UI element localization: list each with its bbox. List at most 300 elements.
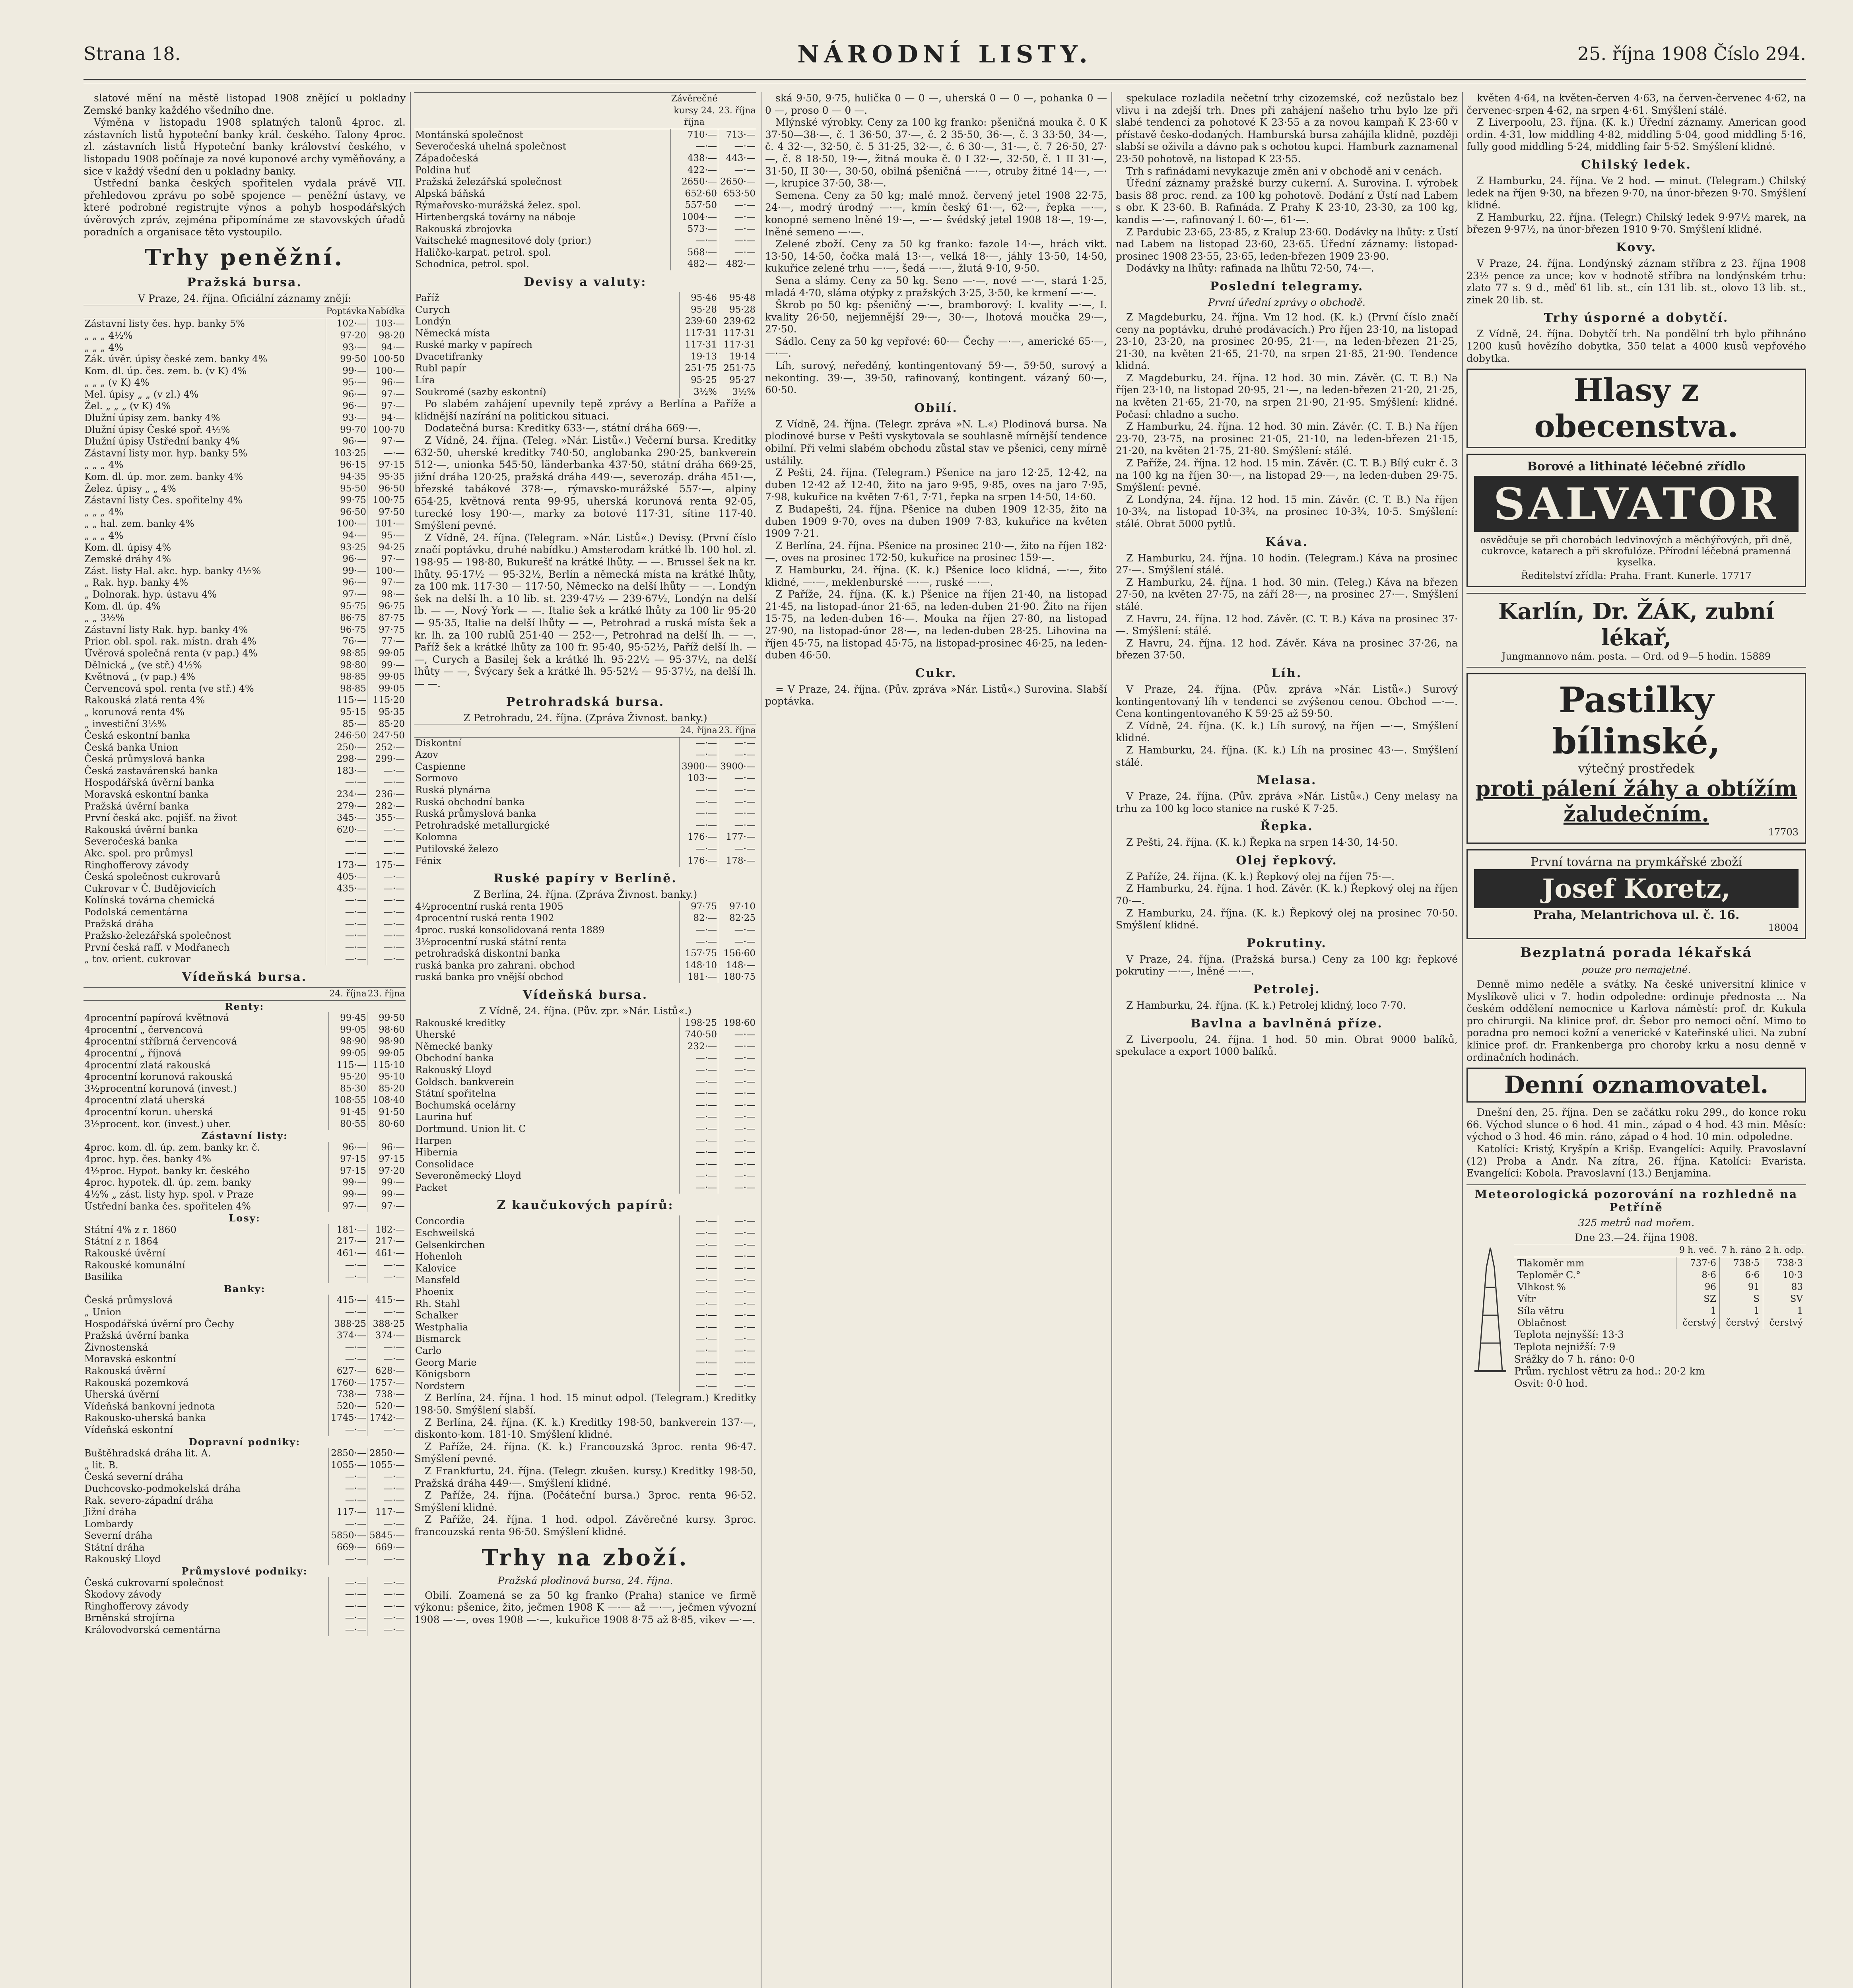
row-value: 234·—	[326, 789, 367, 801]
table-row	[84, 1012, 406, 1024]
row-value: —·—	[718, 212, 757, 223]
paragraph: Z Londýna, 24. října. 12 hod. 15 min. Závěr. (C. T. B.) Na říjen 10·3¾, na listopad 10·3¾, na prosinec 10·3¾, 10·5. Smýšlení: stálé. Obrat 5000 pytlů.	[1116, 493, 1458, 530]
row-value: 99·—	[329, 1189, 367, 1201]
row-value: 95·10	[367, 1071, 406, 1083]
row-label: „ Rak. hyp. banky 4%	[84, 577, 188, 588]
row-value: 435·—	[326, 883, 367, 895]
table-row	[414, 1041, 756, 1053]
table-row	[84, 1048, 406, 1060]
row-label: „ korunová renta 4%	[84, 706, 185, 718]
row-label: Buštěhradská dráha lit. A.	[84, 1448, 211, 1459]
row-value: —·—	[680, 936, 718, 948]
paragraph: V Praze, 24. října. (Pův. zpráva »Nár. Listů«.) Surový kontingentovaný líh v tendenci se zvýšenou cenou. Obchod —·—. Cena kontingentovaného K 59·25 až 59·50.	[1116, 683, 1458, 720]
row-value: 627·—	[329, 1365, 367, 1377]
row-label: Česká společnost cukrovarů	[84, 871, 221, 883]
row-value: —·—	[680, 1215, 718, 1227]
row-value: 1	[1763, 1305, 1806, 1317]
table-row	[414, 1298, 756, 1310]
table-row	[414, 808, 756, 820]
row-value: 98·60	[367, 1024, 406, 1036]
paragraph: květen 4·64, na květen-červen 4·63, na červen-červenec 4·62, na červenec-srpen 4·62, na srpen 4·61. Smýšlení stálé.	[1466, 92, 1806, 116]
table-row	[414, 363, 756, 375]
row-label: Pražská železářská společnost	[415, 176, 562, 188]
row-value: —·—	[680, 1251, 718, 1263]
row-value: —·—	[367, 942, 406, 954]
row-value: 198·60	[718, 1017, 757, 1029]
row-value: 1055·—	[329, 1460, 367, 1472]
row-label: 4procentní zlatá uherská	[84, 1095, 206, 1106]
table-row	[84, 1530, 406, 1542]
paragraph: Sena a slámy. Ceny za 50 kg. Seno —·—, nové —·—, stará 1·25, mladá 4·70, sláma otýpky z pražských 3·25, 3·50, ke krmení —·—.	[765, 274, 1107, 299]
coffee-title: Káva.	[1265, 535, 1308, 549]
row-label: 4procentní ruská renta 1902	[415, 912, 554, 924]
row-value: —·—	[329, 1495, 367, 1507]
row-value: —·—	[680, 784, 718, 796]
row-value: —·—	[367, 448, 406, 460]
row-value: 96·—	[326, 553, 367, 565]
table-row	[84, 1095, 406, 1107]
table-row	[84, 1071, 406, 1083]
row-value: —·—	[367, 1342, 406, 1354]
table-row	[414, 304, 756, 316]
row-value: 520·—	[329, 1401, 367, 1413]
row-value: —·—	[718, 820, 757, 832]
table-row	[414, 1286, 756, 1298]
table-row	[84, 1236, 406, 1248]
table-row	[414, 1029, 756, 1041]
row-value: —·—	[718, 1147, 757, 1159]
coal-title: Z kaučukových papírů:	[497, 1198, 674, 1213]
row-label: Severočeská uhelná společnost	[415, 141, 567, 152]
row-value: —·—	[329, 1353, 367, 1365]
table-section-title: Renty:	[225, 1000, 264, 1012]
row-label: Živnostenská	[84, 1342, 148, 1353]
row-value: —·—	[680, 737, 718, 749]
row-value: 148·10	[680, 960, 718, 972]
row-value: —·—	[680, 1170, 718, 1182]
row-value: 99·50	[326, 353, 367, 365]
row-label: Ruská průmyslová banka	[415, 808, 536, 819]
table-body	[84, 1000, 406, 1636]
section-note: Z Vídně, 24. října. (Pův. zpr. »Nár. Listů«.)	[479, 1005, 692, 1017]
row-value: 97·15	[367, 459, 406, 471]
subsection-title: Pražská bursa.	[187, 276, 302, 290]
row-value: 443·—	[718, 153, 757, 165]
row-label: Úvěrová společná renta (v pap.) 4%	[84, 647, 258, 659]
row-value: 710·—	[671, 129, 718, 141]
row-label: petrohradská diskontní banka	[415, 948, 560, 959]
row-value: 98·85	[326, 683, 367, 695]
table-row	[84, 1189, 406, 1201]
table-section-row	[84, 1283, 406, 1295]
row-label: Žel. „ „ „ (v K) 4%	[84, 400, 171, 412]
row-value: 2850·—	[329, 1448, 367, 1460]
paragraph: Z Liverpoolu, 24. října. 1 hod. 50 min. Obrat 9000 balíků, spekulace a export 1000 balíků.	[1116, 1033, 1458, 1058]
row-label: Vídeňská bankovní jednota	[84, 1400, 215, 1412]
ad-koretz-name: Josef Koretz,	[1474, 869, 1799, 908]
row-value: 93·—	[326, 342, 367, 354]
table-row	[414, 1064, 756, 1076]
table-row	[414, 855, 756, 867]
row-value: 3900·—	[718, 761, 757, 773]
row-value: 279·—	[326, 801, 367, 813]
row-label: Rakouská pozemková	[84, 1377, 189, 1388]
paragraph: Po slabém zahájení upevnily tepě zprávy a Berlína a Paříže a klidnější nazírání na politickou situaci.	[414, 398, 756, 422]
paragraph: Z Hamburku, 22. října. (Telegr.) Chilský ledek 9·97½ marek, na březen 9·97½, na únor-březen 1910 9·70. Smýšlení klidné.	[1466, 211, 1806, 235]
paragraph: = V Praze, 24. října. (Pův. zpráva »Nár. Listů«.) Surovina. Slabší poptávka.	[765, 683, 1107, 707]
table-body	[84, 318, 406, 965]
table-row	[84, 1507, 406, 1518]
row-value: 95·20	[329, 1071, 367, 1083]
row-value: —·—	[718, 784, 757, 796]
row-value: —·—	[680, 1227, 718, 1239]
row-value: 97·—	[367, 577, 406, 589]
row-value: —·—	[680, 1123, 718, 1135]
row-value: 98·90	[329, 1036, 367, 1048]
ad-koretz	[1466, 849, 1806, 939]
paragraph: Z Hamburku, 24. října. (K. k.) Řepkový olej na prosinec 70·50. Smýšlení klidné.	[1116, 907, 1458, 931]
row-value: 99·75	[326, 495, 367, 507]
paragraph: Z Paříže, 24. října. (K. k.) Pšenice na říjen 21·40, na listopad 21·45, na listopad-únor 21·65, na leden-duben 21·90. Žito na říjen 15·75, na leden-duben 16·—. Mouka na říjen 27·80, na listopad 27·90, na listopad-únor 28·—, na leden-duben 28·25. Lihovina na říjen 45·75, na listopad 45·75, na listopad-prosinec 46·25, na leden-duben 46·50.	[765, 588, 1107, 661]
table-row	[84, 1589, 406, 1601]
telegrams-text	[1116, 311, 1458, 530]
row-label: Poldina huť	[415, 164, 470, 176]
row-value: 176·—	[680, 855, 718, 867]
table-body	[414, 129, 756, 270]
row-value: 557·50	[671, 200, 718, 212]
row-label: Dvacetifranky	[415, 351, 483, 362]
row-value: —·—	[680, 1274, 718, 1286]
row-value: —·—	[718, 1111, 757, 1123]
column-2	[414, 92, 756, 1988]
table-row	[84, 601, 406, 613]
table-row	[414, 1111, 756, 1123]
row-label: Hibernia	[415, 1147, 458, 1158]
table-row	[84, 883, 406, 895]
paragraph: Z Budapešti, 24. října. Pšenice na duben 1909 12·35, žito na duben 1909 9·70, oves na duben 1909 7·83, kukuřice na květen 1909 7·21.	[765, 503, 1107, 540]
row-value: 96·—	[326, 436, 367, 448]
table-row	[414, 200, 756, 212]
row-value: —·—	[718, 1322, 757, 1334]
table-row	[414, 749, 756, 761]
row-value: 568·—	[671, 247, 718, 259]
row-value: —·—	[680, 1369, 718, 1380]
row-value: 91·45	[329, 1107, 367, 1118]
meteo-title: Meteorologická pozorování na rozhledně na Petříně	[1466, 1184, 1806, 1214]
table-row	[84, 353, 406, 365]
row-value: 108·40	[367, 1095, 406, 1107]
row-value: —·—	[718, 808, 757, 820]
row-value: 461·—	[367, 1248, 406, 1260]
row-value: —·—	[680, 1239, 718, 1251]
row-value: 82·—	[680, 912, 718, 924]
row-value: 1	[1676, 1305, 1720, 1317]
row-value: čerstvý	[1763, 1317, 1806, 1329]
row-value: —·—	[718, 737, 757, 749]
row-label: Česká eskontní banka	[84, 730, 190, 742]
row-label: Rakousko-uherská banka	[84, 1412, 206, 1424]
row-value: 157·75	[680, 948, 718, 960]
fx-title: Devisy a valuty:	[524, 275, 647, 289]
subsection-title: Pražská plodinová bursa, 24. října.	[497, 1574, 673, 1586]
table-row	[1514, 1269, 1806, 1281]
row-value: 97·—	[367, 436, 406, 448]
row-label: Kalovice	[415, 1262, 456, 1274]
row-label: Westphalia	[415, 1321, 468, 1333]
table-row	[84, 1165, 406, 1177]
row-value: 98·20	[367, 330, 406, 342]
row-label: Putilovské železo	[415, 843, 499, 855]
row-value: —·—	[718, 235, 757, 247]
table-row	[84, 942, 406, 954]
table-row	[84, 1353, 406, 1365]
row-label: Síla větru	[1517, 1305, 1565, 1317]
table-row	[84, 1624, 406, 1636]
row-value: —·—	[680, 1298, 718, 1310]
header-rule	[84, 79, 1806, 80]
row-value: —·—	[326, 930, 367, 942]
row-label: ruská banka pro vnější obchod	[415, 971, 564, 983]
row-label: Německé banky	[415, 1041, 493, 1052]
row-value: 115·—	[326, 695, 367, 707]
row-label: Vítr	[1517, 1293, 1536, 1305]
table-row	[84, 1577, 406, 1589]
row-value: 108·55	[329, 1095, 367, 1107]
row-value: 98·80	[326, 660, 367, 672]
table-row	[1514, 1257, 1806, 1270]
row-label: Rýmařovsko-murážská želez. spol.	[415, 200, 581, 211]
table-row	[414, 784, 756, 796]
table-row	[414, 212, 756, 223]
row-label: Rakouská zbrojovka	[415, 223, 513, 235]
row-value: —·—	[680, 1345, 718, 1357]
row-value: 148·—	[718, 960, 757, 972]
row-value: —·—	[680, 843, 718, 855]
row-value: 19·13	[680, 351, 718, 363]
grain-title: Obilí.	[914, 401, 958, 415]
ad-pastilles	[1466, 673, 1806, 844]
table-row	[84, 636, 406, 648]
row-label: Georg Marie	[415, 1357, 477, 1368]
row-label: Teploměr C.°	[1517, 1270, 1581, 1281]
row-value: 299·—	[367, 753, 406, 765]
cotton-cont-text	[1466, 92, 1806, 153]
row-value: 95·15	[326, 707, 367, 718]
row-label: „ Dolnorak. hyp. ústavu 4%	[84, 588, 217, 600]
table-row	[414, 901, 756, 913]
paragraph: Úřední záznamy pražské burzy cukerní. A. Surovina. I. výrobek basis 88 proc. rend. za 100 kg pohotově. Dodání z Ústí nad Labem s obr. K 23·60. B. Rafináda. Z Prahy K 23·10, 23·30, za 100 kg, kandis —·—, rafinovaný I. 60·—, 61·—.	[1116, 177, 1458, 225]
paragraph: Z Magdeburku, 24. října. 12 hod. 30 min. Závěr. (C. T. B.) Na říjen 23·10, na listopad 20·95, 21·—, na leden-březen 21·20, 21·25, na květen 21·65, 21·70, na srpen 21·90, 21·95. Smýšlení: klidné. Počasí: chladno a suchо.	[1116, 372, 1458, 420]
row-value: —·—	[718, 936, 757, 948]
row-value: 97·75	[367, 624, 406, 636]
table-row	[84, 1060, 406, 1072]
row-value: 95·35	[367, 471, 406, 483]
row-value: —·—	[367, 1577, 406, 1589]
row-value: —·—	[367, 895, 406, 907]
row-value: 94·—	[326, 530, 367, 542]
paragraph: Z Pešti, 24. října. (Telegram.) Pšenice na jaro 12·25, 12·42, na duben 12·42 až 12·40, žito na jaro 9·95, 9·85, oves na jaro 7·95, 7·98, kukuřice na květen 7·61, 7·71, řepka na srpen 14·50, 14·60.	[765, 467, 1107, 503]
row-label: 4½proc. Hypot. banky kr. českého	[84, 1165, 250, 1176]
table-row	[84, 1036, 406, 1048]
row-label: Česká průmyslová banka	[84, 753, 205, 765]
table-row	[84, 765, 406, 777]
row-label: Rakouský Lloyd	[415, 1064, 492, 1076]
table-row	[84, 1224, 406, 1236]
table-row	[84, 1542, 406, 1554]
row-value: 97·15	[329, 1153, 367, 1165]
row-value: —·—	[326, 942, 367, 954]
row-value: 97·—	[367, 400, 406, 412]
issue-date: 25. října 1908 Číslo 294.	[1577, 43, 1806, 64]
row-value: 99·05	[329, 1024, 367, 1036]
row-label: Dortmund. Union lit. C	[415, 1123, 526, 1134]
paragraph: Z Pešti, 24. října. (K. k.) Řepka na srpen 14·30, 14·50.	[1126, 837, 1398, 848]
table-row	[414, 796, 756, 808]
row-label: „ „ 3½%	[84, 612, 125, 624]
paragraph: Z Vídně, 24. října. (Teleg. »Nár. Listů«.) Večerní bursa. Kreditky 632·50, uherské kreditky 740·50, anglobanka 290·25, bankverein 512·—, unionka 545·50, länderbanka 437·50, státní dráha 669·25, jižní dráha 120·25, pražská dráha 449·—, severozáp. dráha 451·—, březské tabákové 378·—, rýmavsko-murážské 557·—, alpiny 654·25, květnová renta 99·95, uherská korunová renta 92·05, turecké losy 190·—, marky za botové 117·31, sítine 117·40. Smýšlení pevné.	[414, 435, 756, 532]
table-row	[414, 1123, 756, 1135]
table-row	[414, 1380, 756, 1392]
row-label: Mel. úpisy „ „ (v zl.) 4%	[84, 388, 199, 400]
molasses-title: Melasa.	[1257, 773, 1317, 788]
row-value: 438·—	[671, 153, 718, 165]
row-value: 95·28	[718, 304, 757, 316]
row-value: —·—	[367, 1271, 406, 1283]
row-label: Bochumská ocelárny	[415, 1099, 516, 1111]
row-label: Moravská eskontní banka	[84, 789, 209, 800]
row-label: Zemské dráhy 4%	[84, 553, 171, 565]
paragraph: Trh s rafinádami nevykazuje změn ani v obchodě ani v cenách.	[1126, 165, 1442, 177]
row-value: 2650·—	[671, 176, 718, 188]
table-row	[1514, 1317, 1806, 1329]
row-label: „ Union	[84, 1307, 122, 1318]
petroleum-title: Petrolej.	[1253, 982, 1321, 997]
row-label: Jižní dráha	[84, 1507, 137, 1518]
row-label: Květnová „ (v pap.) 4%	[84, 671, 196, 683]
column-head: 7 h. ráno	[1720, 1244, 1763, 1257]
daily-announcer-text	[1466, 1107, 1806, 1180]
table-row	[84, 1601, 406, 1613]
row-value: —·—	[680, 1159, 718, 1171]
row-value: 98·85	[326, 648, 367, 660]
row-value: 8·6	[1676, 1269, 1720, 1281]
telegrams-title: Poslední telegramy.	[1210, 279, 1364, 293]
row-value: 99·—	[326, 365, 367, 377]
row-label: Soukromé (sazby eskontní)	[415, 386, 546, 398]
row-value: 85·20	[367, 718, 406, 730]
row-label: Západočeská	[415, 152, 479, 164]
row-value: 520·—	[367, 1401, 406, 1413]
table-row	[414, 328, 756, 340]
row-value: 86·75	[326, 612, 367, 624]
ad-dentist-text: Jungmannovo nám. posta. — Ord. od 9—5 hodin. 15889	[1501, 651, 1771, 662]
row-value: —·—	[680, 1088, 718, 1100]
row-value: 77·—	[367, 636, 406, 648]
paragraph: Sádlo. Ceny za 50 kg vepřové: 60·— Čechy —·—, americké 65·—, —·—.	[765, 335, 1107, 359]
table-row	[414, 188, 756, 200]
column-head: 24. října	[329, 987, 367, 1000]
paragraph: Škrob po 50 kg: pšeničný —·—, bramborový: I. kvality —·—, I. kvality 26·50, nejjemnější 29·—, 30·—, lhotová moučka 29·—, 27·50.	[765, 299, 1107, 335]
paragraph: Líh, surový, neředěný, kontingentovaný 59·—, 59·50, surový a nekonting. 39·—, 39·50, rafinovaný, kontingent. vázaný 60·—, 60·50.	[765, 360, 1107, 396]
row-value: 94·—	[367, 412, 406, 424]
table-row	[84, 589, 406, 601]
row-value: 103·25	[326, 448, 367, 460]
row-label: 4procentní papírová květnová	[84, 1012, 229, 1024]
table-body	[414, 901, 756, 983]
ad-koretz-top: První továrna na prymkářské zboží	[1531, 855, 1742, 870]
metals-text	[1466, 258, 1806, 306]
table-row	[84, 895, 406, 907]
table-row	[414, 375, 756, 386]
row-value: —·—	[680, 1322, 718, 1334]
row-value: —·—	[680, 1380, 718, 1392]
paragraph: Obilí. Zoamená se za 50 kg franko (Praha) stanice ve firmě výkonu: pšenice, žito, ječmen 1908 K —·— až —·—, ječmen vývozní 1908 —·—, oves 1908 —·—, kukuřice 1908 8·75 až 8·85, vikev —·—.	[414, 1589, 756, 1625]
row-label: 4procentní „ červencová	[84, 1024, 203, 1035]
table-body	[414, 1017, 756, 1194]
row-value: 183·—	[326, 765, 367, 777]
row-value: 3½%	[718, 386, 757, 398]
row-label: Rakouské úvěrní	[84, 1248, 165, 1259]
rapeseed-title: Řepka.	[1260, 819, 1313, 834]
meteo-line: Teplota nejnyšší: 13·3	[1514, 1329, 1624, 1341]
row-value: 97·20	[367, 1165, 406, 1177]
row-value: 422·—	[671, 165, 718, 177]
daily-announcer-title: Denní oznamovatel.	[1466, 1068, 1806, 1103]
row-value: —·—	[718, 1239, 757, 1251]
row-value: 76·—	[326, 636, 367, 648]
table-row	[414, 153, 756, 165]
table-row	[84, 1083, 406, 1095]
table-row	[84, 683, 406, 695]
column-head: 23. října	[718, 93, 757, 129]
paragraph: Katolíci: Kristý, Kryšpín a Krišp. Evangelíci: Aquily. Pravoslavní (12) Proba a Andr. Na zítra, 26. října. Katolíci: Evarista. Evangelíci: Kobola. Pravoslavní (13.) Benjamina.	[1466, 1143, 1806, 1179]
row-label: Ruská obchodní banka	[415, 796, 525, 808]
row-label: Kolínská továrna chemická	[84, 895, 215, 906]
table-row	[414, 960, 756, 972]
row-value: 738·—	[367, 1389, 406, 1401]
section-note: Z Petrohradu, 24. října. (Zpráva Živnost. banky.)	[463, 712, 707, 724]
table-row	[84, 518, 406, 530]
row-value: 388·25	[329, 1318, 367, 1330]
row-label: Packet	[415, 1182, 448, 1193]
row-value: —·—	[718, 1064, 757, 1076]
cattle-text	[1466, 328, 1806, 365]
row-label: 4proc. kom. dl. úp. zem. banky kr. č.	[84, 1142, 260, 1153]
table-row	[414, 339, 756, 351]
row-value: 95·46	[680, 292, 718, 304]
table-row	[414, 1227, 756, 1239]
row-value: S	[1720, 1293, 1763, 1305]
row-value: 5850·—	[329, 1530, 367, 1542]
row-value: 99·05	[367, 1048, 406, 1060]
row-label: Oblačnost	[1517, 1317, 1566, 1329]
table-row	[84, 495, 406, 507]
meteo-sub: 325 metrů nad mořem.	[1578, 1217, 1695, 1229]
row-value: 251·75	[680, 363, 718, 375]
table-row	[414, 1147, 756, 1159]
medical-title: Bezplatná porada lékařská	[1520, 945, 1753, 961]
row-value: 482·—	[718, 258, 757, 270]
row-value: 96·75	[326, 624, 367, 636]
row-label: Haličko-karpat. petrol. spol.	[415, 247, 551, 258]
row-label: Diskontní	[415, 737, 462, 749]
row-value: 96	[1676, 1281, 1720, 1293]
row-label: Montánská společnost	[415, 129, 524, 140]
medical-text	[1466, 978, 1806, 1064]
row-value: 99·05	[367, 671, 406, 683]
table-row	[414, 1076, 756, 1088]
paragraph: Dodávky na lhůty: rafinada na lhůtu 72·50, 74·—.	[1126, 262, 1374, 274]
